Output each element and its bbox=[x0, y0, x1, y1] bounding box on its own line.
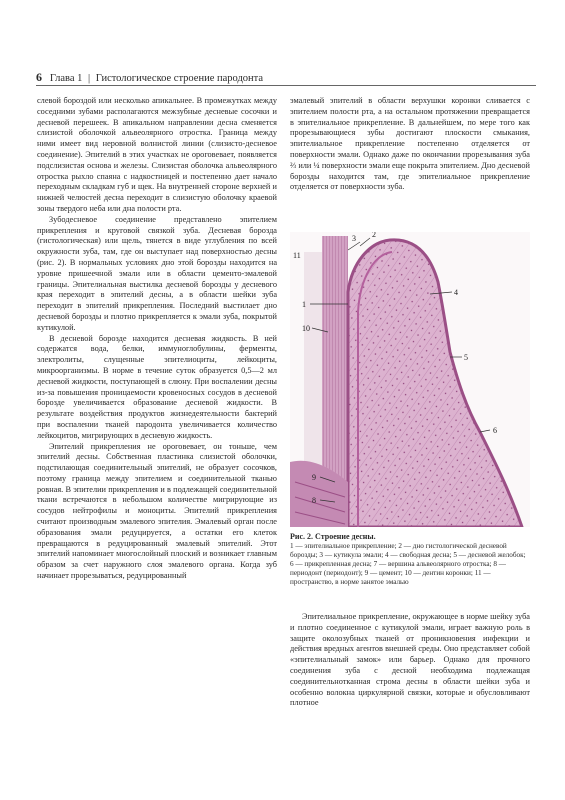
page-number: 6 bbox=[36, 70, 42, 84]
right-column-bottom bbox=[290, 612, 530, 709]
paragraph: Эпителий прикрепления не ороговевает, он тоньше, чем эпителий десны. Собственная пластинка слизистой оболочки, подстилающая соединительный эпителий, не образует сосочков, поэтому граница между эпителием и соединительной тканью ровная. В эпителии прикрепления и в подлежащей соединительной ткани встречаются в небольшом количестве мигрирующие из сосудов нейтрофилы и моноциты. Эпителий прикрепления считают производным эмалевого эпителия. Эмалевый орган после образования эмали редуцируется, а остатки его клеток превращаются в редуцированный эмалевый эпителий. Этот эпителий напоминает многослойный плоский и возникает главным образом за счет наружного слоя эмалевого органа. Когда зуб начинает прорезываться, редуцированный bbox=[37, 441, 277, 581]
histology-image bbox=[290, 232, 530, 527]
figure-caption bbox=[290, 532, 530, 587]
right-column-top bbox=[290, 96, 530, 193]
figure-label: 9 bbox=[312, 473, 316, 482]
paragraph: слевой бороздой или несколько апикальнее. В промежутках между соседними зубами располагаются межзубные десневые сосочки и десневой перешеек. В апикальном направлении десна сменяется слизистой оболочкой альвеолярного отростка. Граница между ними имеет вид неровной волнистой линии (слизисто-десневое соединение). Эпителий в этих участках не ороговевает, появляется подслизистая основа и железы. Слизистая оболочка альвеолярного отростка рыхло спаяна с надкостницей и постепенно дает начало переходным складкам губ и щек. На внутренней стороне верхней и нижней челюстей десна переходит в слизистую оболочку краевой зоны твердого неба или дна полости рта. bbox=[37, 96, 277, 213]
figure-label: 2 bbox=[372, 232, 376, 239]
paragraph: В десневой борозде находится десневая жидкость. В ней содержатся вода, белки, иммуноглобулины, ферменты, электролиты, слущенные эпителиоциты, лейкоциты, микроорганизмы. В норме в течение суток образуется 0,5—2 мл десневой жидкости, поступающей в слюну. При воспалении десны из-за повышения проницаемости кровеносных сосудов в десневой борозде увеличивается образование десневой жидкости. В результате воздействия продуктов жизнедеятельности бактерий при воспалении тканей пародонта увеличивается количество лейкоцитов, мигрирующих в десневую жидкость. bbox=[37, 333, 277, 440]
header-rule bbox=[36, 85, 536, 86]
figure-label: 3 bbox=[352, 234, 356, 243]
paragraph: эмалевый эпителий в области верхушки коронки сливается с эпителием полости рта, а на остальном протяжении превращается в эпителиальное прикрепление. В дальнейшем, по мере того как прорезывающиеся зубы достигают плоскости смыкания, эпителиальное прикрепление постепенно отделяется от поверхности эмали. Однако даже по окончании прорезывания зуба ⅔ или ¼ поверхности эмали еще покрыта эпителием. Дно десневой борозды находится там, где эпителиальное прикрепление отделяется от поверхности зуба. bbox=[290, 96, 530, 192]
caption-text: 1 — эпителиальное прикрепление; 2 — дно гистологической десневой борозды; 3 — кутикула эмали; 4 — свободная десна; 5 — десневой желобок; 6 — прикрепленная десна; 7 — вершина альвеолярного отростка; 8 — периодонт (периодонт); 9 — цемент; 10 — дентин коронки; 11 — пространство, в норме занятое эмалью bbox=[290, 542, 526, 586]
caption-title: Рис. 2. Строение десны. bbox=[290, 532, 376, 541]
figure-label: 6 bbox=[493, 426, 497, 435]
chapter-title: Гистологическое строение пародонта bbox=[95, 73, 264, 84]
figure-label: 1 bbox=[302, 300, 306, 309]
figure-label: 11 bbox=[293, 251, 301, 260]
gingiva-histology-figure bbox=[290, 232, 530, 527]
figure-label: 4 bbox=[454, 288, 458, 297]
figure-label: 10 bbox=[302, 324, 310, 333]
paragraph: Эпителиальное прикрепление, окружающее в норме шейку зуба и плотно соединенное с кутикулой эмали, играет важную роль в защите околозубных тканей от проникновения инфекции и действия вредных агентов внешней среды. Оно представляет собой «эпителиальный замок» или барьер. Однако для прочного соединения зуба с десной необходима подлежащая соединительнотканная строма десны в области шейки зуба и особенно волокна циркулярной связки, которые и обусловливают плотное bbox=[290, 612, 530, 708]
left-column bbox=[37, 96, 277, 582]
page-header: 6 Глава 1 | Гистологическое строение пародонта bbox=[36, 70, 536, 86]
paragraph: Зубодесневое соединение представлено эпителием прикрепления и круговой связкой зуба. Десневая борозда (гистологическая) или щель, тянется в виде углубления по всей окружности зуба, там, где он выступает над поверхностью десны (рис. 2). В нормальных условиях дно этой борозды находится на уровне пришеечной эмали или в области цементо-эмалевой границы. Эпителиальная выстилка десневой борозды у десневого края переходит в эпителий десны, а в области шейки зуба переходит в эпителий прикрепления. Последний выстилает дно десневой борозды и плотно прикрепляется к эмали зуба, покрытой кутикулой. bbox=[37, 214, 277, 332]
figure-label: 8 bbox=[312, 496, 316, 505]
chapter-label: Глава 1 bbox=[49, 73, 83, 84]
figure-label: 5 bbox=[464, 353, 468, 362]
